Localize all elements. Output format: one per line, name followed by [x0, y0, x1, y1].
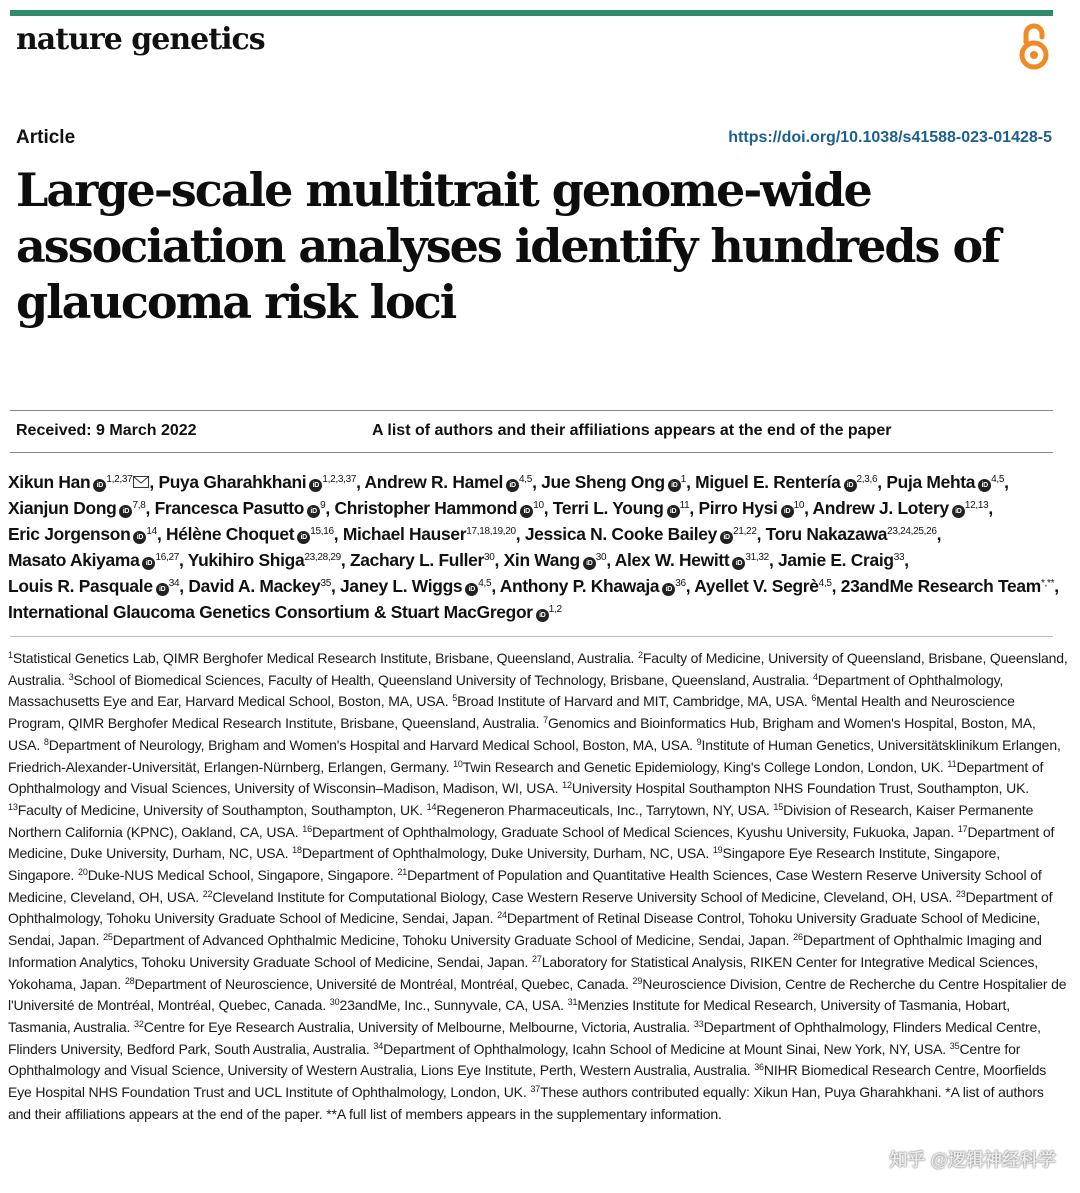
affiliation-superscript: 1,2: [548, 604, 562, 615]
affiliation-number: 27: [531, 953, 542, 964]
affiliation-number: 32: [134, 1018, 144, 1029]
affiliation-superscript: 1,2,3,37: [322, 474, 357, 485]
affiliation-superscript: *,**: [1040, 578, 1055, 589]
affiliation-entry: [125, 976, 629, 992]
watermark: 知乎 @逻辑神经科学: [889, 1150, 1056, 1170]
orcid-icon[interactable]: iD: [133, 531, 146, 544]
author-name[interactable]: [188, 576, 331, 596]
affiliation-number: 4: [812, 671, 818, 682]
affiliation-text: Department of Ophthalmology, Tohoku University Graduate School of Medicine, Sendai, Japan.: [8, 888, 1053, 927]
divider: [10, 410, 1053, 411]
affiliation-number: 36: [754, 1062, 764, 1073]
affiliation-superscript: 2,3,6: [856, 474, 878, 485]
orcid-icon[interactable]: iD: [520, 505, 533, 518]
affiliation-number: 23: [955, 888, 966, 899]
author-name[interactable]: [8, 550, 179, 570]
affiliation-text: 23andMe, Inc., Sunnyvale, CA, USA.: [339, 997, 564, 1014]
affiliation-text: Department of Ophthalmology, Flinders Medical Centre, Flinders University, Bedford Park, South Australia, Australia.: [8, 1018, 1041, 1057]
affiliation-text: School of Biomedical Sciences, Faculty of Health, Queensland University of Technology, Brisbane, Queensland, Australia.: [73, 671, 810, 688]
affiliation-text: Department of Advanced Ophthalmic Medicine, Tohoku University Graduate School of Medicine, Sendai, Japan.: [112, 932, 790, 949]
affiliation-number: 7: [543, 715, 548, 726]
affiliation-superscript: 36: [675, 578, 686, 589]
affiliation-text: Menzies Institute for Medical Research, University of Tasmania, Hobart, Tasmania, Australia.: [8, 997, 1010, 1035]
affiliation-superscript: 31,32: [745, 552, 769, 563]
author-name[interactable]: [778, 550, 904, 570]
author-list: Xikun Han iD$^{1,2,37}$ , Puya Gharahkhani iD$^{1,2,3,37}$, Andrew R. Hamel iD$^{4,5}$, Jue Sheng Ong $iD^1$, Miguel E. Rentería iD$^{2,3,6}$, Puja Mehta iD$^{4,5}$, Xianjun Dong iD$^{7,8}$, Francesca Pasutto $iD^9$, Christopher Hammond $iD^{10}$, Terri L. Young $iD^{11}$, Pirro Hysi $iD^{10}$, Andrew J. Lotery iD$^{12,13}$, Eric Jorgenson $iD^{14}$, Hélène Choquet iD$^{15,16}$, Michael Hauser$^{17,18,19,20}$, Jessica N. Cooke Bailey iD$^{21,22}$, Toru Nakazawa$^{23,24,25,26}$, Masato Akiyama iD$^{16,27}$, Yukihiro Shiga$^{23,28,29}$, Zachary L. Fuller$^{30}$, Xin Wang $iD^{30}$, Alex W. Hewitt iD$^{31,32}$, Jamie E. Craig$^{33}$, Louis R. Pasquale $iD^{34}$, David A. Mackey$^{35}$, Janey L. Wiggs iD$^{4,5}$, Anthony P. Khawaja $iD^{36}$, Ayellet V. Segrè$^{4,5}$, 23andMe Research Team*,**, International Glaucoma Genetics Consortium & Stuart MacGregor iD$^{1,2}$: [8, 472, 1059, 622]
author-name-text: Jamie E. Craig: [778, 550, 894, 570]
affiliation-text: University Hospital Southampton NHS Foundation Trust, Southampton, UK.: [571, 780, 1030, 797]
affiliation-superscript: 11: [679, 500, 690, 511]
author-name[interactable]: [541, 472, 686, 492]
author-name[interactable]: [8, 472, 149, 492]
affiliation-number: 30: [329, 997, 340, 1008]
author-name[interactable]: [698, 498, 804, 518]
author-name-text: Yukihiro Shiga: [187, 550, 305, 570]
affiliation-superscript: 4,5: [818, 578, 832, 589]
author-name[interactable]: [365, 472, 533, 492]
author-name[interactable]: [343, 524, 516, 544]
affiliation-superscript: 10: [533, 500, 544, 511]
affiliation-number: 14: [426, 801, 437, 812]
orcid-icon[interactable]: iD: [119, 505, 132, 518]
orcid-icon[interactable]: iD: [536, 609, 549, 622]
author-name-text: Masato Akiyama: [8, 550, 140, 570]
affiliation-text: Centre for Ophthalmology and Visual Science, University of Western Australia, Lions Eye Institute, Perth, Western Australia, Australia.: [8, 1040, 1021, 1079]
article-type: Article: [16, 127, 76, 148]
affiliation-number: 22: [202, 888, 213, 899]
affiliation-text: Department of Ophthalmic Imaging and Information Analytics, Tohoku University Graduate School of Medicine, Sendai, Japan.: [8, 932, 1042, 970]
author-name-text: Louis R. Pasquale: [8, 576, 153, 596]
author-name-text: Puya Gharahkhani: [158, 472, 307, 492]
author-name-text: Anthony P. Khawaja: [499, 576, 660, 596]
affiliation-text: Genomics and Bioinformatics Hub, Brigham and Women's Hospital, Boston, MA, USA.: [8, 715, 1036, 753]
orcid-icon[interactable]: iD: [720, 531, 733, 544]
author-name[interactable]: [766, 524, 937, 544]
affiliation-superscript: 1,2,37: [106, 474, 133, 485]
author-name-text: Toru Nakazawa: [765, 524, 888, 544]
orcid-icon[interactable]: iD: [506, 479, 519, 492]
author-name-text: Andrew R. Hamel: [364, 472, 504, 492]
affiliation-number: 3: [68, 671, 74, 682]
author-name-text: Miguel E. Rentería: [695, 472, 841, 492]
author-name-text: Jessica N. Cooke Bailey: [524, 524, 718, 544]
affiliation-entry: [203, 889, 952, 905]
affiliation-entry: [103, 932, 789, 948]
orcid-icon[interactable]: iD: [952, 505, 965, 518]
affiliation-text: Twin Research and Genetic Epidemiology, King's College London, London, UK.: [462, 758, 944, 775]
affiliation-superscript: 15,16: [310, 526, 334, 537]
affiliation-superscript: 12,13: [964, 500, 989, 511]
affiliation-superscript: 9: [320, 500, 326, 511]
affiliations: [8, 648, 1068, 1125]
affiliation-superscript: 35: [320, 578, 331, 589]
orcid-icon[interactable]: iD: [667, 505, 680, 518]
author-name[interactable]: [694, 576, 831, 596]
affiliation-number: 2: [638, 650, 643, 660]
affiliation-number: 6: [811, 693, 817, 704]
affiliation-text: Department of Neuroscience, Université de Montréal, Montréal, Quebec, Canada.: [134, 975, 629, 992]
affiliation-entry: [44, 737, 693, 753]
orcid-icon[interactable]: iD: [668, 479, 681, 492]
affiliation-entry: [78, 867, 394, 883]
affiliation-number: 25: [103, 932, 113, 943]
received-note: A list of authors and their affiliations appears at the end of the paper: [372, 422, 892, 439]
affiliation-number: 31: [567, 997, 578, 1008]
author-name[interactable]: [500, 576, 686, 596]
divider: [10, 636, 1053, 637]
author-name-text: Janey L. Wiggs: [340, 576, 463, 596]
affiliation-number: 17: [957, 823, 968, 834]
affiliation-number: 13: [8, 801, 18, 812]
affiliation-number: 5: [452, 693, 458, 704]
affiliation-number: 34: [373, 1040, 384, 1051]
author-name-text: Xianjun Dong: [8, 498, 117, 518]
divider: [10, 452, 1053, 453]
author-name[interactable]: [350, 550, 495, 570]
affiliation-superscript: 10: [793, 500, 805, 511]
author-name[interactable]: [188, 550, 341, 570]
journal-accent-bar: [10, 10, 1053, 16]
affiliation-text: Department of Ophthalmology and Visual Sciences, University of Wisconsin–Madison, Madison, WI, USA.: [8, 758, 1044, 797]
affiliation-entry: [69, 672, 810, 688]
affiliation-text: Department of Neurology, Brigham and Women's Hospital and Harvard Medical School, Boston, MA, USA.: [48, 736, 693, 753]
author-name-text: International Glaucoma Genetics Consortium & Stuart MacGregor: [8, 602, 533, 622]
author-name-text: Eric Jorgenson: [8, 524, 131, 544]
affiliation-number: 33: [693, 1018, 704, 1029]
author-name-text: Ayellet V. Segrè: [694, 576, 819, 596]
affiliation-entry: [8, 650, 634, 666]
affiliation-text: Faculty of Medicine, University of Queensland, Brisbane, Queensland, Australia.: [8, 650, 1068, 688]
affiliation-entry: [134, 1019, 690, 1035]
author-name-text: Xin Wang: [503, 550, 580, 570]
affiliation-superscript: 16,27: [155, 552, 179, 563]
author-name[interactable]: [8, 576, 179, 596]
affiliation-text: Regeneron Pharmaceuticals, Inc., Tarrytown, NY, USA.: [436, 801, 770, 818]
affiliation-number: 11: [947, 758, 957, 769]
affiliation-superscript: 34: [168, 578, 180, 589]
author-name[interactable]: [8, 498, 145, 518]
orcid-icon[interactable]: iD: [297, 531, 310, 544]
affiliation-superscript: 4,5: [478, 578, 492, 589]
author-name[interactable]: [8, 602, 562, 622]
affiliation-superscript: 23,28,29: [304, 552, 341, 563]
affiliation-text: Department of Ophthalmology, Duke University, Durham, NC, USA.: [301, 845, 710, 862]
orcid-icon[interactable]: iD: [93, 479, 106, 492]
author-name[interactable]: [166, 524, 334, 544]
author-name[interactable]: [615, 550, 769, 570]
affiliation-entry: [562, 780, 1029, 796]
doi-link[interactable]: https://doi.org/10.1038/s41588-023-01428-5: [728, 129, 1052, 146]
affiliation-text: Singapore Eye Research Institute, Singapore, Singapore.: [8, 845, 1001, 884]
orcid-icon[interactable]: iD: [309, 479, 322, 492]
affiliation-superscript: 4,5: [991, 474, 1005, 485]
author-name-text: 23andMe Research Team: [840, 576, 1041, 596]
author-name-text: Francesca Pasutto: [154, 498, 305, 518]
orcid-icon[interactable]: iD: [156, 583, 169, 596]
journal-logo: nature genetics: [16, 22, 265, 57]
affiliation-superscript: 14: [146, 526, 157, 537]
affiliation-entry: [330, 997, 564, 1013]
author-name-text: David A. Mackey: [188, 576, 321, 596]
affiliation-text: Laboratory for Statistical Analysis, RIKEN Center for Integrative Medical Sciences, Yokohama, Japan.: [8, 953, 1039, 992]
open-access-icon: [1012, 22, 1056, 72]
affiliation-entry: [427, 802, 770, 818]
orcid-icon[interactable]: iD: [465, 583, 478, 596]
affiliation-superscript: 33: [893, 552, 905, 563]
author-name-text: Michael Hauser: [342, 524, 467, 544]
author-name[interactable]: [841, 576, 1055, 596]
affiliation-entry: [292, 845, 709, 861]
affiliation-superscript: 30: [595, 552, 607, 563]
affiliation-number: 9: [696, 736, 702, 747]
affiliation-number: 10: [453, 758, 463, 769]
affiliation-superscript: 4,5: [519, 474, 533, 485]
affiliation-text: These authors contributed equally: Xikun Han, Puya Gharahkhani. *A list of authors and their affiliations appears at the end of the paper. **A full list of members appears in the supplementary information.: [8, 1084, 1044, 1122]
affiliation-entry: [453, 759, 944, 775]
email-icon[interactable]: [133, 476, 149, 488]
affiliation-superscript: 1: [680, 474, 687, 485]
affiliation-entry: [8, 802, 423, 818]
affiliation-text: Institute of Human Genetics, Universitätsklinikum Erlangen, Friedrich-Alexander-Universität, Erlangen-Nürnberg, Erlangen, Germany.: [8, 736, 1061, 775]
author-name[interactable]: [155, 498, 326, 518]
author-name-text: Pirro Hysi: [698, 498, 778, 518]
affiliation-number: 20: [77, 867, 88, 878]
author-name[interactable]: [8, 524, 157, 544]
affiliation-entry: [452, 693, 807, 709]
author-name-text: Andrew J. Lotery: [812, 498, 949, 518]
affiliation-text: Department of Retinal Disease Control, Tohoku University Graduate School of Medicine, Sendai, Japan.: [8, 910, 1041, 949]
author-name-text: Xikun Han: [8, 472, 91, 492]
affiliation-number: 37: [530, 1084, 541, 1095]
affiliation-text: Division of Research, Kaiser Permanente Northern California (KPNC), Oakland, CA, USA.: [8, 801, 1034, 840]
affiliation-text: Department of Medicine, Duke University, Durham, NC, USA.: [8, 823, 1055, 862]
author-name[interactable]: [886, 472, 1004, 492]
affiliation-text: Statistical Genetics Lab, QIMR Berghofer Medical Research Institute, Brisbane, Queensland, Australia.: [12, 650, 635, 666]
author-name[interactable]: [504, 550, 607, 570]
affiliation-number: 15: [773, 801, 784, 812]
affiliation-text: Broad Institute of Harvard and MIT, Cambridge, MA, USA.: [457, 693, 808, 710]
affiliation-text: Department of Ophthalmology, Icahn School of Medicine at Mount Sinai, New York, NY, USA.: [383, 1040, 946, 1057]
author-name-text: Jue Sheng Ong: [541, 472, 665, 492]
received-date: Received: 9 March 2022: [16, 422, 197, 439]
orcid-icon[interactable]: iD: [978, 479, 991, 492]
affiliation-superscript: 17,18,19,20: [466, 526, 516, 537]
affiliation-text: Duke-NUS Medical School, Singapore, Singapore.: [87, 867, 394, 884]
author-name-text: Zachary L. Fuller: [349, 550, 485, 570]
affiliation-number: 8: [43, 736, 49, 747]
author-name-text: Christopher Hammond: [334, 498, 518, 518]
orcid-icon[interactable]: iD: [781, 505, 794, 518]
affiliation-entry: [302, 824, 954, 840]
author-name[interactable]: [695, 472, 877, 492]
affiliation-number: 29: [632, 975, 643, 986]
affiliation-superscript: 7,8: [132, 500, 146, 511]
affiliation-text: Neuroscience Division, Centre de Recherche du Centre Hospitalier de l'Université de Montréal, Montréal, Quebec, Canada.: [8, 975, 1067, 1014]
orcid-icon[interactable]: iD: [142, 557, 155, 570]
author-name[interactable]: [553, 498, 690, 518]
affiliation-text: Mental Health and Neuroscience Program, QIMR Berghofer Medical Research Institute, Brisbane, Queensland, Australia.: [8, 693, 1015, 732]
affiliation-number: 35: [949, 1040, 960, 1051]
orcid-icon[interactable]: iD: [732, 557, 745, 570]
author-name-text: Hélène Choquet: [166, 524, 295, 544]
affiliation-number: 18: [292, 845, 302, 856]
affiliation-number: 28: [124, 975, 135, 986]
affiliation-text: Department of Ophthalmology, Massachusetts Eye and Ear, Harvard Medical School, Boston, MA, USA.: [8, 671, 1004, 710]
author-name-text: Alex W. Hewitt: [614, 550, 730, 570]
orcid-icon[interactable]: iD: [583, 557, 596, 570]
article-title: Large-scale multitrait genome-wide association analyses identify hundreds of glaucoma risk loci: [16, 163, 999, 329]
affiliation-number: 21: [397, 867, 408, 878]
author-name[interactable]: [334, 498, 543, 518]
author-name[interactable]: [525, 524, 757, 544]
affiliation-entry: [373, 1041, 946, 1057]
orcid-icon[interactable]: iD: [662, 583, 675, 596]
affiliation-number: 1: [8, 650, 13, 660]
orcid-icon[interactable]: iD: [844, 479, 857, 492]
author-name[interactable]: [340, 576, 491, 596]
affiliation-text: Department of Ophthalmology, Graduate School of Medical Sciences, Kyushu University, Fukuoka, Japan.: [311, 823, 954, 840]
affiliation-text: Department of Population and Quantitative Health Sciences, Case Western Reserve University School of Medicine, Cleveland, OH, USA.: [8, 867, 1042, 905]
affiliation-number: 26: [793, 932, 803, 943]
author-name-text: Terri L. Young: [552, 498, 664, 518]
affiliation-number: 24: [497, 910, 507, 921]
affiliation-text: NIHR Biomedical Research Centre, Moorfields Eye Hospital NHS Foundation Trust and UCL Institute of Ophthalmology, London, UK.: [8, 1062, 1047, 1101]
affiliation-text: Cleveland Institute for Computational Biology, Case Western Reserve University School of Medicine, Cleveland, OH, USA.: [212, 888, 953, 905]
affiliation-number: 12: [562, 780, 572, 791]
affiliation-number: 19: [712, 845, 723, 856]
affiliation-superscript: 30: [484, 552, 495, 563]
affiliation-superscript: 23,24,25,26: [887, 526, 937, 537]
affiliation-number: 16: [302, 823, 312, 834]
author-name-text: Puja Mehta: [886, 472, 976, 492]
author-name[interactable]: [813, 498, 989, 518]
orcid-icon[interactable]: iD: [307, 505, 320, 518]
affiliation-superscript: 21,22: [733, 526, 757, 537]
affiliation-text: Faculty of Medicine, University of Southampton, Southampton, UK.: [17, 801, 423, 818]
author-name[interactable]: [158, 472, 356, 492]
affiliation-text: Centre for Eye Research Australia, University of Melbourne, Melbourne, Victoria, Australia.: [143, 1018, 691, 1035]
